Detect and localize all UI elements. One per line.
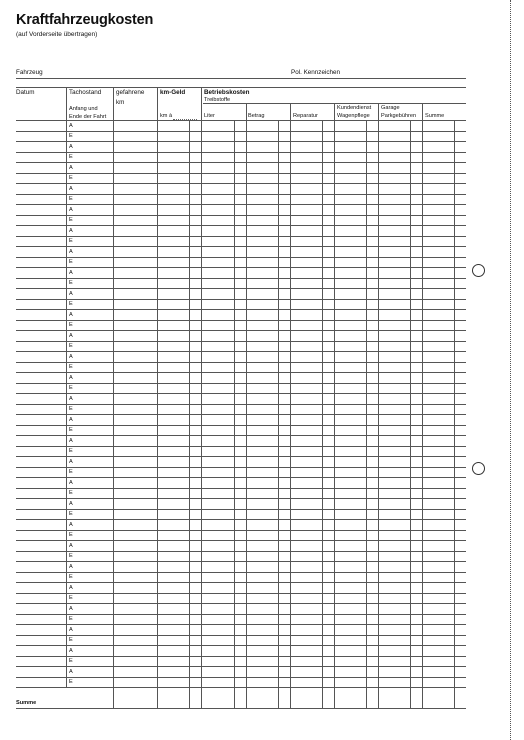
table-row: [16, 309, 466, 310]
row-marker-start: A: [69, 479, 73, 486]
col-odometer-sub1: Anfang und: [69, 106, 98, 112]
table-row: [16, 330, 466, 331]
table-row: [16, 383, 466, 384]
table-row: [16, 236, 466, 237]
col-subdivider-km-money: [189, 120, 190, 708]
col-garage-header-2: Parkgebühren: [381, 113, 417, 119]
col-distance-unit: km: [116, 99, 125, 106]
row-marker-start: A: [69, 563, 73, 570]
col-amount-header: Betrag: [248, 113, 265, 119]
row-marker-end: E: [69, 448, 73, 454]
col-divider-date: [66, 87, 67, 687]
table-row: [16, 246, 466, 247]
row-marker-start: A: [69, 584, 73, 591]
col-divider-km-money: [201, 87, 202, 708]
row-marker-end: E: [69, 574, 73, 580]
table-row: [16, 204, 466, 205]
row-marker-end: E: [69, 343, 73, 349]
row-marker-end: E: [69, 301, 73, 307]
table-row: [16, 635, 466, 636]
row-marker-start: A: [69, 458, 73, 465]
row-marker-start: A: [69, 206, 73, 213]
table-row: [16, 320, 466, 321]
row-marker-start: A: [69, 122, 73, 129]
vehicle-label: Fahrzeug: [16, 69, 43, 76]
row-marker-end: E: [69, 469, 73, 475]
row-marker-end: E: [69, 322, 73, 328]
col-subdivider-liter: [234, 120, 235, 708]
total-label: Summe: [16, 700, 37, 706]
col-divider-garage: [422, 103, 423, 708]
table-row: [16, 351, 466, 352]
col-subdivider-garage: [410, 120, 411, 708]
row-marker-end: E: [69, 553, 73, 559]
row-marker-start: A: [69, 227, 73, 234]
table-row: [16, 498, 466, 499]
total-row-bottom: [16, 708, 466, 709]
col-divider-service: [378, 103, 379, 708]
row-marker-end: E: [69, 427, 73, 433]
row-marker-end: E: [69, 364, 73, 370]
row-marker-end: E: [69, 658, 73, 664]
col-divider-liter: [246, 103, 247, 708]
table-row: [16, 173, 466, 174]
row-marker-end: E: [69, 406, 73, 412]
col-date-header: Datum: [16, 89, 35, 96]
row-marker-start: A: [69, 626, 73, 633]
table-row: [16, 456, 466, 457]
col-divider-odometer: [113, 87, 114, 708]
row-marker-end: E: [69, 679, 73, 685]
table-row: [16, 677, 466, 678]
row-marker-end: E: [69, 133, 73, 139]
row-marker-end: E: [69, 196, 73, 202]
form-title: Kraftfahrzeugkosten: [16, 12, 154, 28]
table-row: [16, 152, 466, 153]
table-row: [16, 194, 466, 195]
table-row: [16, 530, 466, 531]
table-row: [16, 141, 466, 142]
table-row: [16, 341, 466, 342]
row-marker-end: E: [69, 259, 73, 265]
row-marker-start: A: [69, 437, 73, 444]
table-row: [16, 614, 466, 615]
table-row: [16, 299, 466, 300]
row-marker-end: E: [69, 511, 73, 517]
row-marker-start: A: [69, 353, 73, 360]
row-marker-start: A: [69, 668, 73, 675]
perforation-line: [510, 0, 511, 740]
col-odometer-header: Tachostand: [69, 89, 102, 96]
row-marker-start: A: [69, 416, 73, 423]
col-liter-header: Liter: [204, 113, 215, 119]
table-row: [16, 572, 466, 573]
table-row: [16, 551, 466, 552]
table-row: [16, 215, 466, 216]
table-row: [16, 467, 466, 468]
vehicle-field-line: [16, 78, 466, 79]
table-row: [16, 540, 466, 541]
row-marker-end: E: [69, 595, 73, 601]
col-sum-header: Summe: [425, 113, 445, 119]
table-row: [16, 404, 466, 405]
table-row: [16, 425, 466, 426]
table-row: [16, 509, 466, 510]
table-row: [16, 582, 466, 583]
col-repair-header: Reparatur: [293, 113, 318, 119]
table-row: [16, 435, 466, 436]
col-km-money-header: km-Geld: [160, 89, 186, 96]
row-marker-start: A: [69, 269, 73, 276]
row-marker-start: A: [69, 500, 73, 507]
table-row: [16, 162, 466, 163]
row-marker-start: A: [69, 395, 73, 402]
row-marker-start: A: [69, 143, 73, 150]
form-subtitle: (auf Vorderseite übertragen): [16, 31, 98, 38]
col-subdivider-service: [366, 120, 367, 708]
row-marker-end: E: [69, 490, 73, 496]
col-divider-amount: [290, 103, 291, 708]
col-divider-repair: [334, 103, 335, 708]
punch-hole-top: [472, 264, 485, 277]
table-row: [16, 278, 466, 279]
table-row: [16, 131, 466, 132]
col-divider-distance: [157, 87, 158, 708]
row-marker-end: E: [69, 217, 73, 223]
row-marker-end: E: [69, 385, 73, 391]
table-row: [16, 257, 466, 258]
col-subdivider-repair: [322, 120, 323, 708]
col-subdivider-amount: [278, 120, 279, 708]
col-service-header-1: Kundendienst: [337, 105, 372, 111]
table-top-border: [16, 87, 466, 88]
row-marker-start: A: [69, 332, 73, 339]
punch-hole-bottom: [472, 462, 485, 475]
table-header-bottom: [16, 120, 466, 121]
row-marker-end: E: [69, 532, 73, 538]
col-fuel-header: Treibstoffe: [204, 97, 231, 103]
table-row: [16, 372, 466, 373]
table-row: [16, 446, 466, 447]
row-marker-start: A: [69, 290, 73, 297]
col-km-rate: km à: [160, 113, 173, 119]
table-row: [16, 225, 466, 226]
row-marker-end: E: [69, 280, 73, 286]
col-service-header-2: Wagenpflege: [337, 113, 370, 119]
col-distance-header: gefahrene: [116, 89, 145, 96]
row-marker-end: E: [69, 154, 73, 160]
table-row: [16, 267, 466, 268]
col-operating-costs-header: Betriebskosten: [204, 89, 250, 96]
row-marker-start: A: [69, 311, 73, 318]
table-row: [16, 488, 466, 489]
row-marker-end: E: [69, 238, 73, 244]
table-row: [16, 603, 466, 604]
table-row: [16, 666, 466, 667]
row-marker-start: A: [69, 185, 73, 192]
table-row: [16, 288, 466, 289]
row-marker-start: A: [69, 374, 73, 381]
table-row: [16, 624, 466, 625]
plate-label: Pol. Kennzeichen: [291, 69, 341, 76]
row-marker-start: A: [69, 647, 73, 654]
table-row: [16, 561, 466, 562]
table-row: [16, 687, 466, 688]
row-marker-end: E: [69, 637, 73, 643]
row-marker-end: E: [69, 175, 73, 181]
row-marker-start: A: [69, 605, 73, 612]
table-row: [16, 362, 466, 363]
table-row: [16, 645, 466, 646]
row-marker-start: A: [69, 521, 73, 528]
table-row: [16, 593, 466, 594]
table-row: [16, 393, 466, 394]
row-marker-start: A: [69, 542, 73, 549]
col-odometer-sub2: Ende der Fahrt: [69, 114, 107, 120]
row-marker-end: E: [69, 616, 73, 622]
table-row: [16, 477, 466, 478]
table-row: [16, 183, 466, 184]
col-subdivider-sum: [454, 120, 455, 708]
row-marker-start: A: [69, 164, 73, 171]
table-row: [16, 414, 466, 415]
table-row: [16, 656, 466, 657]
table-row: [16, 519, 466, 520]
row-marker-start: A: [69, 248, 73, 255]
col-garage-header-1: Garage: [381, 105, 400, 111]
